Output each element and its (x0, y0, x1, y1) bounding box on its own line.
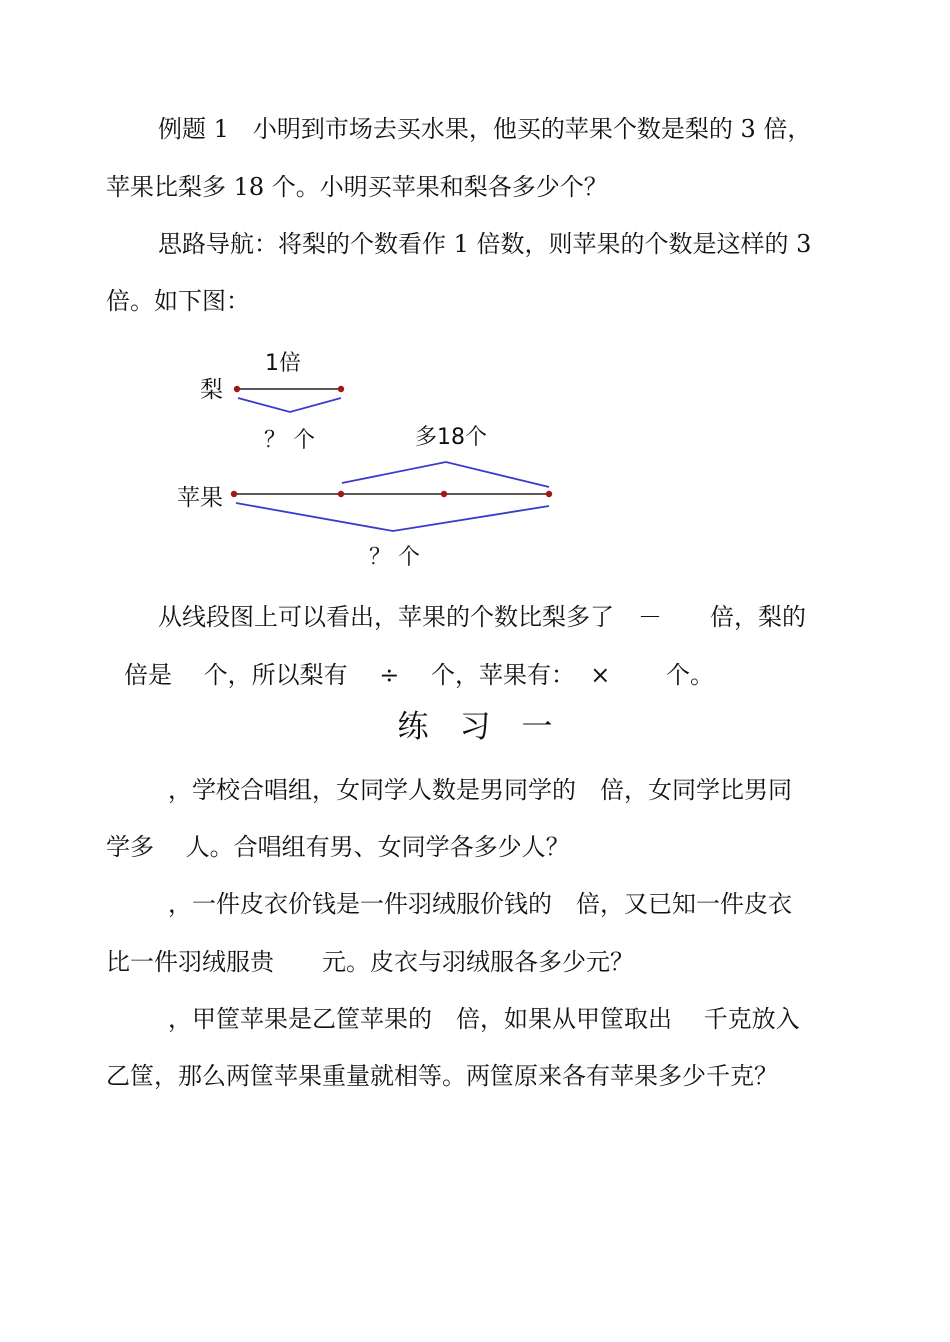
example-line-1: 例题 1 小明到市场去买水果，他买的苹果个数是梨的 3 倍， (158, 115, 812, 143)
pear-bottom-label: ？ 个 (264, 428, 315, 453)
analysis-line-2: 倍是 个，所以梨有 ÷ 个，苹果有： × 个。 (124, 661, 714, 689)
apple-top-label: 多18个 (415, 425, 487, 450)
apple-label: 苹果 (177, 485, 223, 511)
exercise-2-line-1: ，一件皮衣价钱是一件羽绒服价钱的 倍，又已知一件皮衣 (168, 890, 792, 918)
pear-top-label: 1倍 (265, 351, 301, 376)
exercise-2-line-2: 比一件羽绒服贵 元。皮衣与羽绒服各多少元？ (106, 948, 634, 976)
exercise-1-line-1: ，学校合唱组，女同学人数是男同学的 倍，女同学比男同 (168, 776, 792, 804)
example-line-2: 苹果比梨多 18 个。小明买苹果和梨各多少个？ (106, 173, 608, 201)
example-line-4: 倍。如下图： (106, 287, 250, 315)
apple-bottom-label: ？ 个 (369, 545, 420, 570)
apple-point-1 (231, 491, 237, 497)
apple-point-4 (546, 491, 552, 497)
example-line-3: 思路导航：将梨的个数看作 1 倍数，则苹果的个数是这样的 3 (158, 230, 812, 258)
apple-bottom-brace (236, 503, 549, 531)
apple-point-2 (338, 491, 344, 497)
pear-label: 梨 (200, 377, 223, 403)
pear-point-end (338, 386, 344, 392)
pear-bottom-brace (238, 398, 341, 412)
exercise-3-line-2: 乙筐，那么两筐苹果重量就相等。两筐原来各有苹果多少千克？ (106, 1062, 778, 1090)
exercise-1-line-2: 学多 人。合唱组有男、女同学各多少人？ (106, 833, 570, 861)
apple-top-brace (342, 462, 549, 487)
apple-point-3 (441, 491, 447, 497)
pear-point-start (234, 386, 240, 392)
exercise-title: 练 习 一 (397, 709, 553, 745)
exercise-3-line-1: ，甲筐苹果是乙筐苹果的 倍，如果从甲筐取出 千克放入 (168, 1005, 800, 1033)
analysis-line-1: 从线段图上可以看出，苹果的个数比梨多了 － 倍，梨的 (158, 603, 806, 631)
